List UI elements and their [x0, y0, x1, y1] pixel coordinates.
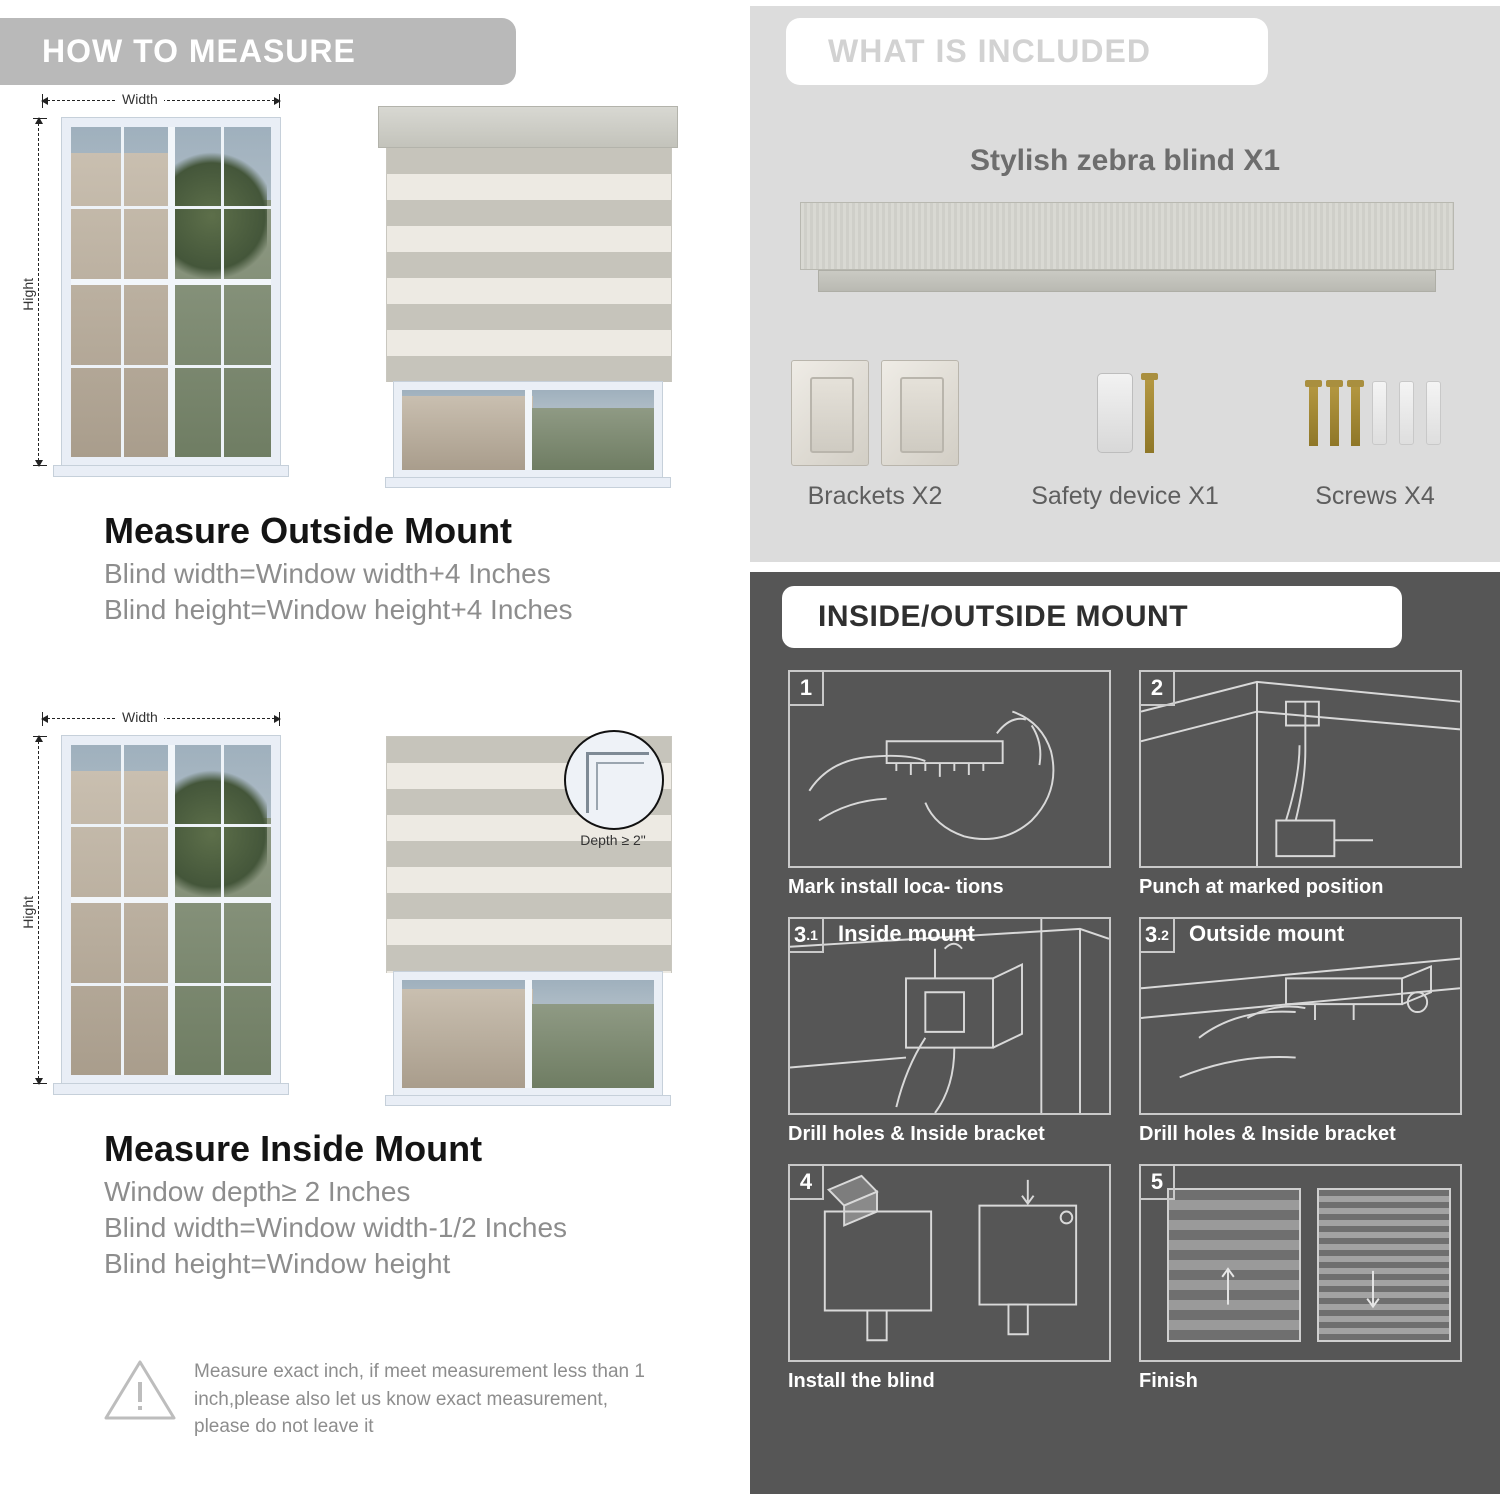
installation-steps-grid [788, 670, 1462, 1393]
step-4-number: 4 [790, 1166, 824, 1200]
part-safety-label: Safety device X1 [1031, 482, 1219, 510]
how-to-measure-header: HOW TO MEASURE [0, 18, 516, 85]
window-sill [54, 466, 288, 476]
step-1-caption: Mark install loca- tions [788, 876, 1004, 898]
step-3-2-caption: Drill holes & Inside bracket [1139, 1123, 1396, 1145]
inside-height-dimension-label: Hight [20, 893, 36, 932]
part-brackets-label: Brackets X2 [807, 482, 943, 510]
depth-detail-callout [564, 730, 664, 830]
outside-mount-block [0, 91, 744, 630]
window-illustration [62, 118, 280, 466]
step-3-2-number: 3 .2 [1141, 919, 1175, 953]
step-3-2 [1139, 917, 1462, 1146]
outside-mount-diagram [20, 91, 726, 500]
inside-width-dimension-label: Width [116, 709, 164, 725]
step-5-caption: Finish [1139, 1370, 1198, 1392]
inside-mount-blind-illustration [378, 724, 678, 1096]
inside-window-illustration [62, 736, 280, 1084]
outside-mount-blind-illustration [378, 106, 678, 478]
zebra-blind-product-image [800, 202, 1454, 300]
inside-mount-diagram [20, 709, 726, 1118]
blind-fabric [386, 148, 672, 382]
step-5-illustration [1139, 1164, 1462, 1362]
step-3-2-illustration [1139, 917, 1462, 1115]
inside-height-dimension-arrow [38, 736, 40, 1084]
what-is-included-panel [750, 6, 1500, 562]
part-screws [1250, 354, 1500, 511]
step-3-1-title: Inside mount [838, 921, 975, 946]
step-3-2-title: Outside mount [1189, 921, 1345, 946]
step-2-number: 2 [1141, 672, 1175, 706]
step-4-caption: Install the blind [788, 1370, 935, 1392]
step-3-1 [788, 917, 1111, 1146]
step-4-illustration [788, 1164, 1111, 1362]
blind-window-sill [386, 478, 670, 487]
warning-triangle-icon [104, 1358, 176, 1422]
step-5-number: 5 [1141, 1166, 1175, 1200]
safety-device-icon [1000, 354, 1250, 472]
step-2-illustration [1139, 670, 1462, 868]
right-column [744, 0, 1500, 1500]
outside-mount-line-1: Blind width=Window width+4 Inches [104, 558, 551, 589]
step-3-1-number: 3 .1 [790, 919, 824, 953]
how-to-measure-column [0, 0, 744, 1500]
step-1 [788, 670, 1111, 899]
inside-mount-line-2: Blind width=Window width-1/2 Inches [104, 1212, 568, 1243]
screws-icon [1250, 354, 1500, 472]
inside-mount-line-1: Window depth≥ 2 Inches [104, 1176, 411, 1207]
inside-mount-title: Measure Inside Mount [104, 1128, 483, 1169]
blind-window-lower [394, 382, 662, 478]
width-dimension-label: Width [116, 91, 164, 107]
inside-window-sill [54, 1084, 288, 1094]
height-dimension-arrow [38, 118, 40, 466]
inside-outside-mount-panel [750, 572, 1500, 1494]
measurement-note [104, 1358, 664, 1441]
inside-blind-window-sill [386, 1096, 670, 1105]
step-1-illustration [788, 670, 1111, 868]
step-5 [1139, 1164, 1462, 1393]
parts-row [750, 354, 1500, 511]
inside-blind-window-lower [394, 972, 662, 1096]
blind-headrail [378, 106, 678, 148]
height-dimension-label: Hight [20, 275, 36, 314]
part-screws-label: Screws X4 [1315, 482, 1435, 510]
step-4 [788, 1164, 1111, 1393]
what-is-included-header: WHAT IS INCLUDED [786, 18, 1268, 85]
outside-mount-line-2: Blind height=Window height+4 Inches [104, 594, 573, 625]
inside-mount-line-3: Blind height=Window height [104, 1248, 451, 1279]
product-title: Stylish zebra blind X1 [969, 144, 1281, 177]
step-3-1-caption: Drill holes & Inside bracket [788, 1123, 1045, 1145]
inside-mount-block [0, 709, 744, 1284]
outside-mount-title: Measure Outside Mount [104, 510, 513, 551]
step-2 [1139, 670, 1462, 899]
step-1-number: 1 [790, 672, 824, 706]
step-3-1-illustration [788, 917, 1111, 1115]
bracket-icon [750, 354, 1000, 472]
inside-outside-mount-header: INSIDE/OUTSIDE MOUNT [782, 586, 1402, 648]
step-2-caption: Punch at marked position [1139, 876, 1384, 898]
depth-label: Depth ≥ 2" [580, 832, 646, 848]
part-safety-device [1000, 354, 1250, 511]
measurement-note-text: Measure exact inch, if meet measurement less than 1 inch,please also let us know exact measurement, please do not leave it [194, 1361, 645, 1438]
part-brackets [750, 354, 1000, 511]
